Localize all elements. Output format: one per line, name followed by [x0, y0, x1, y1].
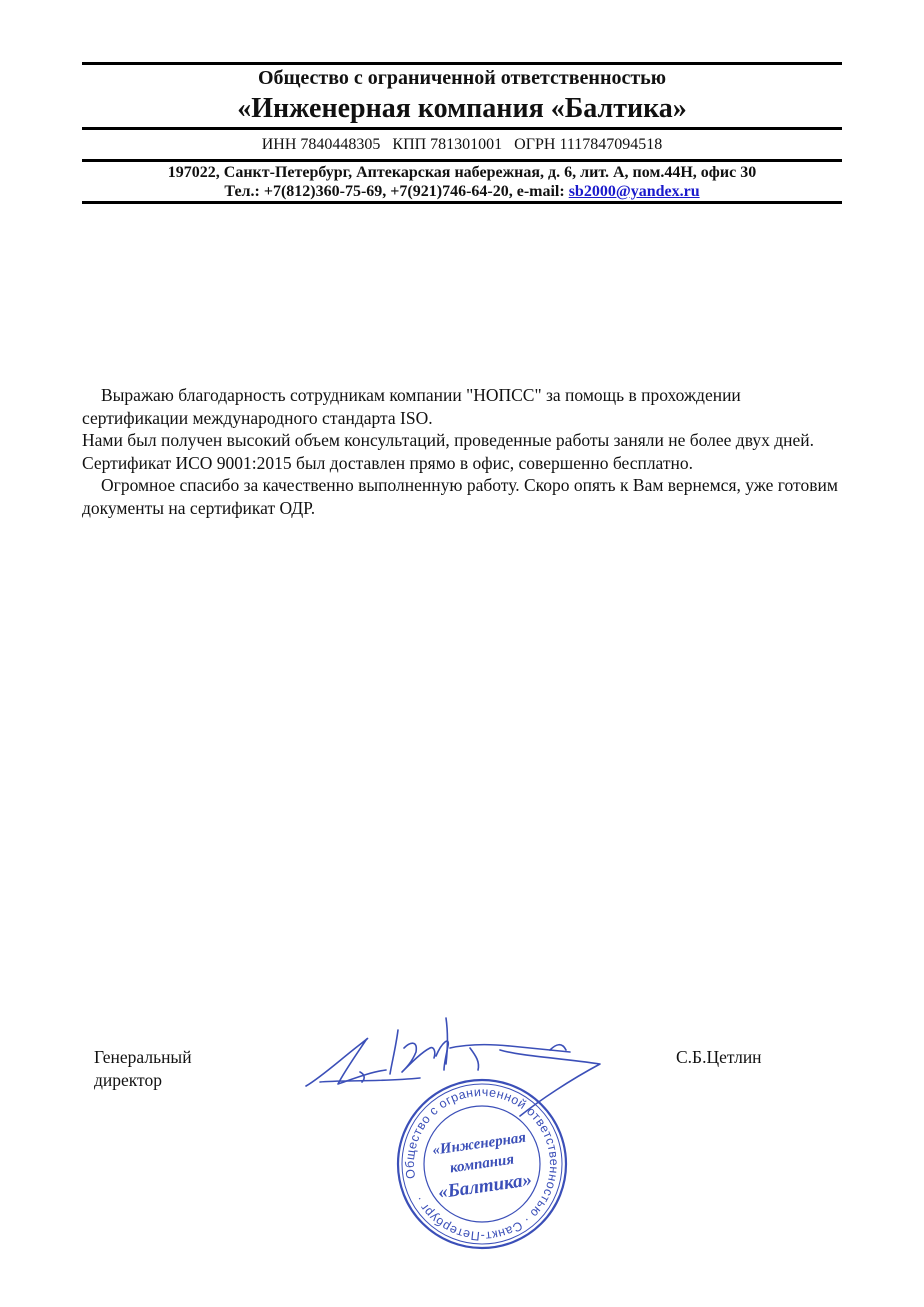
company-stamp [396, 1078, 568, 1250]
signatory-position [94, 1046, 209, 1091]
company-address: 197022, Санкт-Петербург, Аптекарская набережная, д. 6, лит. А, пом.44Н, офис 30 [167, 164, 757, 181]
registration-numbers: ИНН 7840448305 КПП 781301001 ОГРН 1117847094518 [261, 136, 663, 153]
stamp-center-line-3: «Балтика» [436, 1169, 534, 1204]
header-rule-3 [82, 159, 842, 162]
signatory-position-text: Генеральный директор [94, 1047, 192, 1090]
contacts-prefix: Тел.: +7(812)360-75-69, +7(921)746-64-20, e-mail: [224, 183, 569, 200]
stamp-center-line-1: «Инженерная [431, 1129, 528, 1159]
header-rule-2 [82, 127, 842, 130]
letter-paragraph-1: Выражаю благодарность сотрудникам компании "НОПСС" за помощь в прохождении сертификации международного стандарта ISO. [82, 385, 741, 428]
letter-paragraph-3: Огромное спасибо за качественно выполненную работу. Скоро опять к Вам вернемся, уже готовим документы на сертификат ОДР. [82, 475, 838, 518]
header-bottom-rule [82, 201, 842, 204]
stamp-ring-text: Общество с ограниченной ответственностью · Санкт-Петербург · [402, 1084, 562, 1244]
letter-paragraph-2: Нами был получен высокий объем консультаций, проведенные работы заняли не более двух дней. Сертификат ИСО 9001:2015 был доставлен прямо в офис, совершенно бесплатно. [82, 430, 815, 473]
company-contacts [82, 182, 842, 201]
stamp-center-line-2: компания [448, 1151, 516, 1177]
org-type: Общество с ограниченной ответственностью [257, 67, 667, 89]
org-name: «Инженерная компания «Балтика» [237, 93, 687, 124]
email-link[interactable]: sb2000@yandex.ru [568, 183, 700, 200]
letter-body [82, 384, 842, 519]
signatory-name: С.Б.Цетлин [676, 1047, 762, 1067]
header-top-rule [82, 62, 842, 65]
